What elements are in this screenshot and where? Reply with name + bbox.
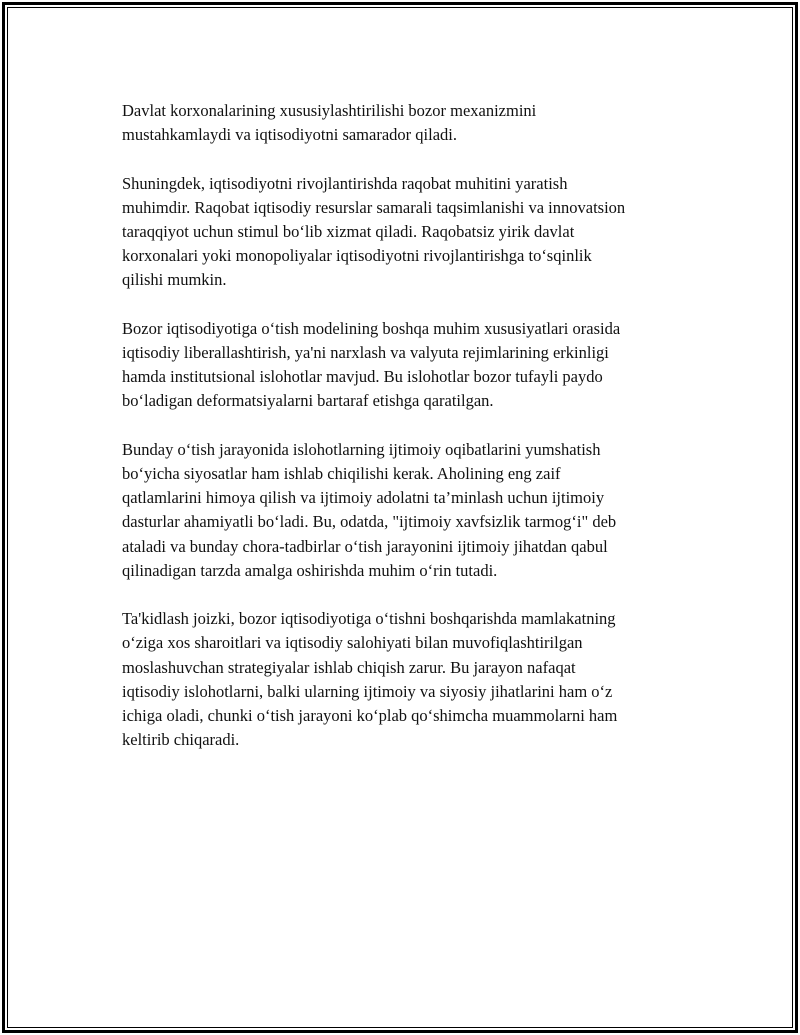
text-line: iqtisodiy liberallashtirish, ya'ni narxlash va valyuta rejimlarining erkinligi	[122, 343, 609, 362]
text-line: Davlat korxonalarining xususiylashtirilishi bozor mexanizmini	[122, 101, 537, 120]
text-line: dasturlar ahamiyatli bo‘ladi. Bu, odatda, "ijtimoiy xavfsizlik tarmog‘i" deb	[122, 512, 617, 532]
document-body	[122, 99, 702, 777]
text-line: Bozor iqtisodiyotiga o‘tish modelining boshqa muhim xususiyatlari orasida	[122, 318, 621, 338]
text-line: hamda institutsional islohotlar mavjud. Bu islohotlar bozor tufayli paydo	[122, 367, 603, 387]
text-line: mustahkamlaydi va iqtisodiyotni samarador qiladi.	[122, 125, 457, 145]
paragraph-5	[122, 607, 702, 752]
text-line: qilishi mumkin.	[122, 270, 227, 290]
text-line: muhimdir. Raqobat iqtisodiy resurslar samarali taqsimlanishi va innovatsion	[122, 197, 626, 217]
paragraph-3	[122, 317, 702, 414]
text-line: qatlamlarini himoya qilish va ijtimoiy adolatni ta’minlash uchun ijtimoiy	[122, 488, 605, 508]
text-line: ichiga oladi, chunki o‘tish jarayoni ko‘plab qo‘shimcha muammolarni ham	[122, 706, 618, 726]
text-line: bo‘yicha siyosatlar ham ishlab chiqilishi kerak. Aholining eng zaif	[122, 464, 561, 483]
text-line: o‘ziga xos sharoitlari va iqtisodiy salohiyati bilan muvofiqlashtirilgan	[122, 633, 583, 653]
text-line: Shuningdek, iqtisodiyotni rivojlantirishda raqobat muhitini yaratish	[122, 173, 568, 193]
text-line: qilinadigan tarzda amalga oshirishda muhim o‘rin tutadi.	[122, 560, 498, 580]
paragraph-4	[122, 438, 702, 583]
paragraph-1	[122, 99, 702, 147]
text-line: ataladi va bunday chora-tadbirlar o‘tish jarayonini ijtimoiy jihatdan qabul	[122, 536, 608, 556]
text-line: moslashuvchan strategiyalar ishlab chiqish zarur. Bu jarayon nafaqat	[122, 657, 576, 677]
text-line: bo‘ladigan deformatsiyalarni bartaraf etishga qaratilgan.	[122, 391, 494, 411]
page-frame	[2, 2, 798, 1033]
text-line: korxonalari yoki monopoliyalar iqtisodiyotni rivojlantirishga to‘sqinlik	[122, 246, 592, 266]
text-line: Ta'kidlash joizki, bozor iqtisodiyotiga o‘tishni boshqarishda mamlakatning	[122, 609, 616, 629]
text-line: taraqqiyot uchun stimul bo‘lib xizmat qiladi. Raqobatsiz yirik davlat	[122, 222, 575, 241]
text-line: Bunday o‘tish jarayonida islohotlarning ijtimoiy oqibatlarini yumshatish	[122, 439, 601, 459]
paragraph-2	[122, 172, 702, 293]
text-line: iqtisodiy islohotlarni, balki ularning ijtimoiy va siyosiy jihatlarini ham o‘z	[122, 681, 613, 701]
text-line: keltirib chiqaradi.	[122, 730, 240, 750]
